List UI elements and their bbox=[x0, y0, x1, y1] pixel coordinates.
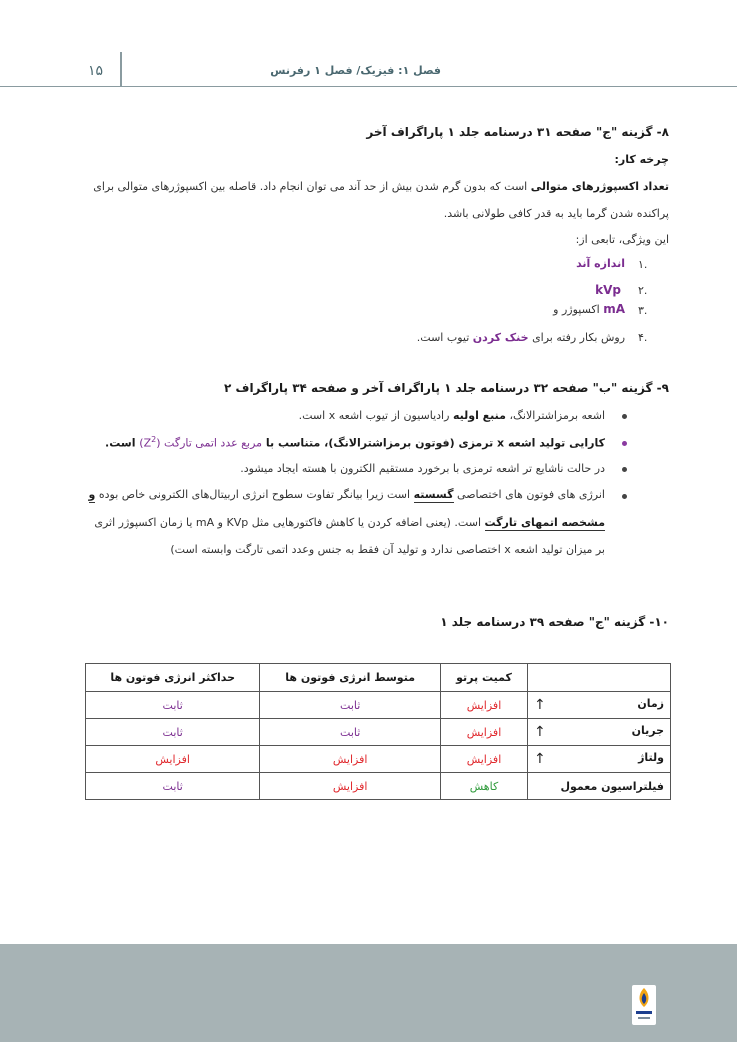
list-item: روش بکار رفته برای خنک کردن تیوب است. bbox=[416, 331, 625, 344]
q8-paragraph-line3: این ویژگی، تابعی از: bbox=[575, 233, 669, 246]
table-cell: افزایش bbox=[260, 773, 441, 800]
up-arrow-icon: ↑ bbox=[534, 697, 546, 713]
table-header: متوسط انرژی فوتون ها bbox=[260, 664, 441, 692]
table-row bbox=[86, 746, 671, 773]
list-number: ۲. bbox=[638, 284, 648, 297]
avid-logo-icon bbox=[632, 985, 656, 1025]
q8-heading: ۸- گزینه "ج" صفحه ۳۱ درسنامه جلد ۱ پاراگراف آخر bbox=[366, 125, 669, 139]
q9-bullet-4-line2: مشخصه اتمهای تارگت است. (یعنی اضافه کردن یا کاهش فاکتورهایی مثل KVp و mA یا زمان اکسپوژر اثری bbox=[94, 516, 605, 529]
running-title: فصل ۱: فیزیک/ فصل ۱ رفرنس bbox=[270, 64, 441, 77]
row-label: زمان ↑ bbox=[528, 692, 671, 719]
table-row bbox=[86, 719, 671, 746]
table-cell: افزایش bbox=[260, 746, 441, 773]
table-cell: کاهش bbox=[440, 773, 527, 800]
q8-bold-term: تعداد اکسپوژرهای متوالی bbox=[530, 180, 669, 193]
row-label: جریان ↑ bbox=[528, 719, 671, 746]
table-cell: افزایش bbox=[440, 719, 527, 746]
table-cell: ثابت bbox=[260, 719, 441, 746]
list-number: ۳. bbox=[638, 304, 648, 317]
q8-paragraph-line1: تعداد اکسپوژرهای متوالی است که بدون گرم شدن بیش از حد آند می توان انجام داد. قاصله بین اکسپوژرهای متوالی برای bbox=[93, 180, 669, 193]
up-arrow-icon: ↑ bbox=[534, 751, 546, 767]
table-cell: ثابت bbox=[86, 719, 260, 746]
radiation-table bbox=[85, 663, 671, 800]
table-row bbox=[86, 692, 671, 719]
footer-band bbox=[0, 944, 737, 1042]
list-number: ۴. bbox=[638, 331, 648, 344]
bullet-icon bbox=[622, 494, 627, 499]
q9-bullet-3: در حالت ناشایع تر اشعه ترمزی با برخورد مستقیم الکترون با هسته ایجاد میشود. bbox=[240, 462, 605, 475]
table-cell: افزایش bbox=[440, 746, 527, 773]
table-cell: ثابت bbox=[86, 692, 260, 719]
q9-bullet-1: اشعه برمزاشترالانگ، منبع اولیه رادیاسیون از تیوب اشعه x است. bbox=[298, 409, 605, 422]
q9-heading: ۹- گزینه "ب" صفحه ۳۲ درسنامه جلد ۱ پاراگراف آخر و صفحه ۳۴ پاراگراف ۲ bbox=[224, 381, 669, 395]
q8-subheading: چرخه کار: bbox=[614, 153, 669, 166]
table-header: کمیت پرتو bbox=[440, 664, 527, 692]
list-item: mA اکسپوژر و bbox=[553, 302, 625, 316]
header-divider bbox=[120, 52, 122, 86]
up-arrow-icon: ↑ bbox=[534, 724, 546, 740]
table-header-row bbox=[86, 664, 671, 692]
list-number: ۱. bbox=[638, 258, 648, 271]
bullet-icon bbox=[622, 467, 627, 472]
row-label: فیلتراسیون معمول bbox=[528, 773, 671, 800]
table-cell: افزایش bbox=[440, 692, 527, 719]
q8-paragraph-line2: پراکنده شدن گرما باید به قدر کافی طولانی باشد. bbox=[443, 207, 669, 220]
row-label: ولتاژ ↑ bbox=[528, 746, 671, 773]
table-row bbox=[86, 773, 671, 800]
table-cell: افزایش bbox=[86, 746, 260, 773]
q9-bullet-4-line3: بر میزان تولید اشعه x اختصاصی ندارد و تولید آن فقط به جنس وعدد اتمی تارگت وابسته است) bbox=[170, 543, 605, 556]
list-item: اندازه آند bbox=[576, 257, 625, 270]
table-header bbox=[528, 664, 671, 692]
list-item: kVp bbox=[595, 283, 621, 297]
table-cell: ثابت bbox=[86, 773, 260, 800]
bullet-icon bbox=[622, 414, 627, 419]
table-cell: ثابت bbox=[260, 692, 441, 719]
q9-bullet-2: کارایی تولید اشعه x ترمزی (فوتون برمزاشترالانگ)، متناسب با مربع عدد اتمی تارگت $(Z^2)$ است. bbox=[105, 435, 605, 450]
q9-bullet-4-line1: انرژی های فوتون های اختصاصی گسسته است زیرا بیانگر تفاوت سطوح انرژی اربیتال‌های الکترونی خاص بوده و bbox=[88, 488, 605, 501]
bullet-icon bbox=[622, 441, 627, 446]
q10-heading: ۱۰- گزینه "ج" صفحه ۳۹ درسنامه جلد ۱ bbox=[440, 615, 669, 629]
page-number: ۱۵ bbox=[88, 63, 104, 79]
table-header: حداکثر انرژی فوتون ها bbox=[86, 664, 260, 692]
header-rule bbox=[0, 86, 737, 87]
